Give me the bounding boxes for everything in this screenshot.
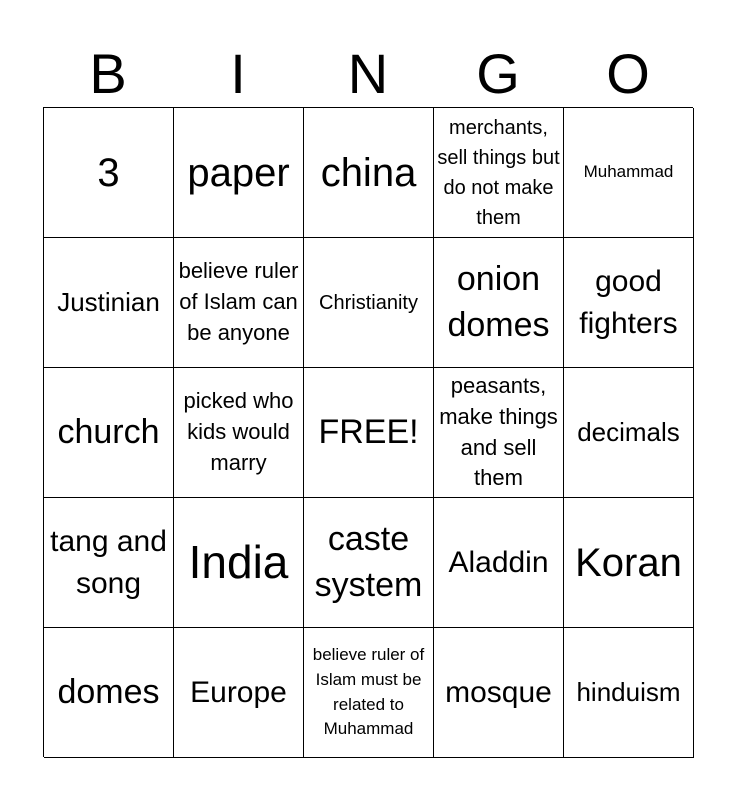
cell-text: Europe <box>190 675 287 709</box>
bingo-cell-r1c5[interactable] <box>564 108 694 238</box>
cell-text: picked who kids would marry <box>183 388 294 475</box>
bingo-grid <box>43 107 693 757</box>
header-letter-i: I <box>230 42 246 105</box>
cell-text: caste system <box>314 519 423 604</box>
bingo-cell-r4c5[interactable] <box>564 498 694 628</box>
cell-text: decimals <box>577 417 680 448</box>
bingo-cell-r1c4[interactable] <box>434 108 564 238</box>
bingo-cell-r1c1[interactable] <box>44 108 174 238</box>
cell-text: merchants, sell things but do not make them <box>437 116 560 229</box>
cell-text: India <box>188 536 289 589</box>
cell-text: Justinian <box>57 287 160 318</box>
bingo-cell-r3c5[interactable] <box>564 368 694 498</box>
cell-text: believe ruler of Islam must be related to Muhammad <box>312 645 425 739</box>
bingo-cell-r2c2[interactable] <box>174 238 304 368</box>
header-letter-o: O <box>606 42 650 105</box>
bingo-cell-r1c3[interactable] <box>304 108 434 238</box>
bingo-cell-r3c3[interactable] <box>304 368 434 498</box>
cell-text: Muhammad <box>583 162 674 182</box>
bingo-cell-r3c2[interactable] <box>174 368 304 498</box>
cell-text: peasants, make things and sell them <box>439 372 558 491</box>
cell-text: tang and song <box>50 524 167 600</box>
cell-text: good fighters <box>579 264 678 340</box>
header-letter-n: N <box>347 42 389 105</box>
cell-text: domes <box>57 672 160 711</box>
bingo-cell-r4c4[interactable] <box>434 498 564 628</box>
cell-text: Aladdin <box>448 545 549 579</box>
bingo-cell-r1c2[interactable] <box>174 108 304 238</box>
cell-text: hinduism <box>576 677 681 708</box>
bingo-cell-r2c1[interactable] <box>44 238 174 368</box>
cell-text: Christianity <box>319 291 418 314</box>
cell-text: mosque <box>445 675 552 709</box>
cell-text: believe ruler of Islam can be anyone <box>178 258 299 345</box>
cell-text: 3 <box>97 150 120 195</box>
bingo-cell-r5c2[interactable] <box>174 628 304 758</box>
bingo-cell-r3c1[interactable] <box>44 368 174 498</box>
cell-text: onion domes <box>447 259 550 344</box>
bingo-cell-r4c1[interactable] <box>44 498 174 628</box>
bingo-cell-r2c3[interactable] <box>304 238 434 368</box>
cell-text: paper <box>187 150 290 195</box>
bingo-cell-r3c4[interactable] <box>434 368 564 498</box>
cell-text: china <box>320 150 417 195</box>
bingo-cell-r4c2[interactable] <box>174 498 304 628</box>
bingo-header <box>43 40 693 108</box>
free-space: FREE! <box>318 412 419 451</box>
cell-text: Koran <box>575 540 682 585</box>
bingo-cell-r4c3[interactable] <box>304 498 434 628</box>
bingo-cell-r5c4[interactable] <box>434 628 564 758</box>
bingo-cell-r2c4[interactable] <box>434 238 564 368</box>
header-letter-g: G <box>476 42 520 105</box>
cell-text: church <box>57 412 160 451</box>
bingo-cell-r5c3[interactable] <box>304 628 434 758</box>
bingo-cell-r2c5[interactable] <box>564 238 694 368</box>
bingo-cell-r5c1[interactable] <box>44 628 174 758</box>
header-letter-b: B <box>89 42 127 105</box>
bingo-cell-r5c5[interactable] <box>564 628 694 758</box>
